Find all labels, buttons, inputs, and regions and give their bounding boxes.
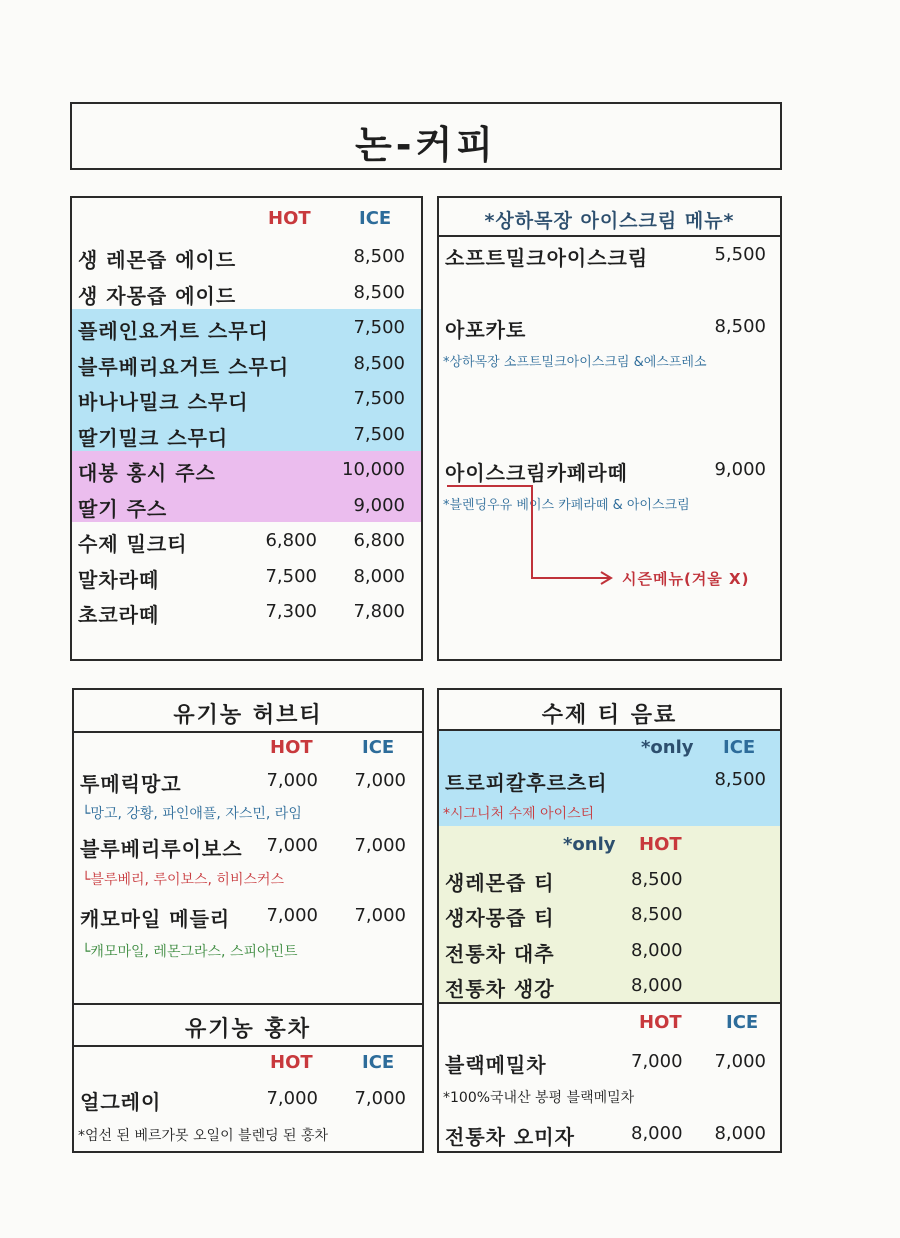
menu-item-hot-price: 7,000 (266, 1088, 318, 1109)
menu-item-name: 전통차 대추 (445, 942, 555, 966)
menu-item-name: 얼그레이 (80, 1090, 162, 1114)
hot-header: HOT (639, 1012, 682, 1033)
only-label: *only (641, 737, 694, 758)
menu-item-note: *100%국내산 봉평 블랙메밀차 (443, 1090, 635, 1106)
menu-item-name: 수제 밀크티 (78, 532, 188, 556)
herb-section-title: 유기농 허브티 (173, 703, 323, 728)
menu-item-note: *블렌딩우유 베이스 카페라떼 & 아이스크림 (443, 498, 690, 513)
divider (74, 731, 422, 733)
menu-item-name: 플레인요거트 스무디 (78, 319, 269, 343)
menu-item-ice-price: 8,500 (353, 246, 405, 267)
ice-header: ICE (362, 737, 395, 758)
herb-tea-box (72, 688, 424, 1153)
menu-item-ice-price: 7,000 (354, 835, 406, 856)
menu-item-name: 블루베리루이보스 (80, 837, 243, 861)
menu-item-name: 말차라떼 (78, 568, 160, 592)
hot-header: HOT (270, 737, 313, 758)
icecream-section-title: *상하목장 아이스크림 메뉴* (484, 210, 735, 232)
divider (439, 235, 780, 237)
season-note: 시즌메뉴(겨울 X) (622, 570, 750, 588)
menu-item-price: 5,500 (714, 244, 766, 265)
divider (74, 1045, 422, 1047)
title-box (70, 102, 782, 170)
menu-item-ice-price: 7,500 (353, 317, 405, 338)
ice-header: ICE (362, 1052, 395, 1073)
menu-item-hot-price: 7,000 (266, 835, 318, 856)
menu-item-price: 8,500 (631, 869, 683, 890)
menu-item-price: 8,500 (714, 769, 766, 790)
menu-item-name: 소프트밀크아이스크림 (445, 246, 649, 270)
menu-item-hot-price: 7,000 (266, 905, 318, 926)
menu-item-hot-price: 7,300 (265, 601, 317, 622)
menu-item-name: 캐모마일 메들리 (80, 907, 231, 931)
menu-item-name: 아포카토 (445, 318, 527, 342)
menu-item-price: 8,000 (631, 975, 683, 996)
menu-item-name: 투메릭망고 (80, 772, 182, 796)
menu-item-ice-price: 8,500 (353, 282, 405, 303)
menu-item-ice-price: 7,000 (354, 770, 406, 791)
divider (74, 1003, 422, 1005)
menu-item-ice-price: 8,000 (353, 566, 405, 587)
menu-item-name: 바나나밀크 스무디 (78, 390, 249, 414)
black-tea-section-title: 유기농 홍차 (185, 1017, 311, 1042)
menu-item-ice-price: 10,000 (342, 459, 405, 480)
icecream-box (437, 196, 782, 661)
menu-item-ice-price: 7,500 (353, 424, 405, 445)
drinks-box (70, 196, 423, 661)
page-title: 논-커피 (355, 123, 497, 167)
menu-item-name: 아이스크림카페라떼 (445, 461, 628, 485)
menu-item-name: 전통차 오미자 (445, 1125, 575, 1149)
menu-item-name: 블랙메밀차 (445, 1053, 547, 1077)
hot-header: HOT (639, 834, 682, 855)
menu-item-name: 생 자몽즙 에이드 (78, 284, 237, 308)
handmade-section-title: 수제 티 음료 (541, 703, 678, 728)
menu-item-name: 생 레몬즙 에이드 (78, 248, 237, 272)
menu-item-note: └블루베리, 루이보스, 히비스커스 (82, 872, 285, 888)
menu-item-ice-price: 6,800 (353, 530, 405, 551)
ice-header: ICE (723, 737, 756, 758)
menu-item-name: 전통차 생강 (445, 977, 555, 1001)
menu-item-hot-price: 6,800 (265, 530, 317, 551)
menu-item-hot-price: 7,500 (265, 566, 317, 587)
menu-item-price: 8,000 (631, 940, 683, 961)
hot-header: HOT (270, 1052, 313, 1073)
menu-item-hot-price: 7,000 (266, 770, 318, 791)
menu-item-name: 생레몬즙 티 (445, 871, 555, 895)
menu-item-hot-price: 8,000 (631, 1123, 683, 1144)
menu-item-name: 생자몽즙 티 (445, 906, 555, 930)
only-label: *only (563, 834, 616, 855)
menu-item-price: 8,500 (631, 904, 683, 925)
menu-item-name: 딸기 주스 (78, 497, 168, 521)
handmade-tea-box (437, 688, 782, 1153)
menu-item-ice-price: 8,000 (714, 1123, 766, 1144)
ice-header: ICE (726, 1012, 759, 1033)
menu-item-hot-price: 7,000 (631, 1051, 683, 1072)
menu-item-ice-price: 7,500 (353, 388, 405, 409)
menu-item-ice-price: 7,000 (354, 1088, 406, 1109)
menu-item-price: 8,500 (714, 316, 766, 337)
menu-item-note: *상하목장 소프트밀크아이스크림 &에스프레소 (443, 355, 707, 370)
menu-item-note: └망고, 강황, 파인애플, 자스민, 라임 (82, 806, 302, 822)
divider (439, 1002, 780, 1004)
season-arrow-icon (439, 478, 779, 618)
menu-item-ice-price: 9,000 (353, 495, 405, 516)
ice-header: ICE (359, 208, 392, 229)
menu-item-name: 딸기밀크 스무디 (78, 426, 229, 450)
menu-item-name: 트로피칼후르츠티 (445, 771, 608, 795)
menu-item-ice-price: 7,000 (354, 905, 406, 926)
menu-item-note: *시그니처 수제 아이스티 (443, 806, 595, 822)
menu-item-note: └캐모마일, 레몬그라스, 스피아민트 (82, 944, 298, 960)
menu-item-name: 블루베리요거트 스무디 (78, 355, 290, 379)
menu-item-name: 대봉 홍시 주스 (78, 461, 216, 485)
menu-item-ice-price: 8,500 (353, 353, 405, 374)
menu-item-ice-price: 7,800 (353, 601, 405, 622)
menu-item-note: *엄선 된 베르가못 오일이 블렌딩 된 홍차 (78, 1128, 329, 1144)
menu-item-ice-price: 7,000 (714, 1051, 766, 1072)
hot-header: HOT (268, 208, 311, 229)
menu-item-price: 9,000 (714, 459, 766, 480)
menu-item-name: 초코라떼 (78, 603, 160, 627)
